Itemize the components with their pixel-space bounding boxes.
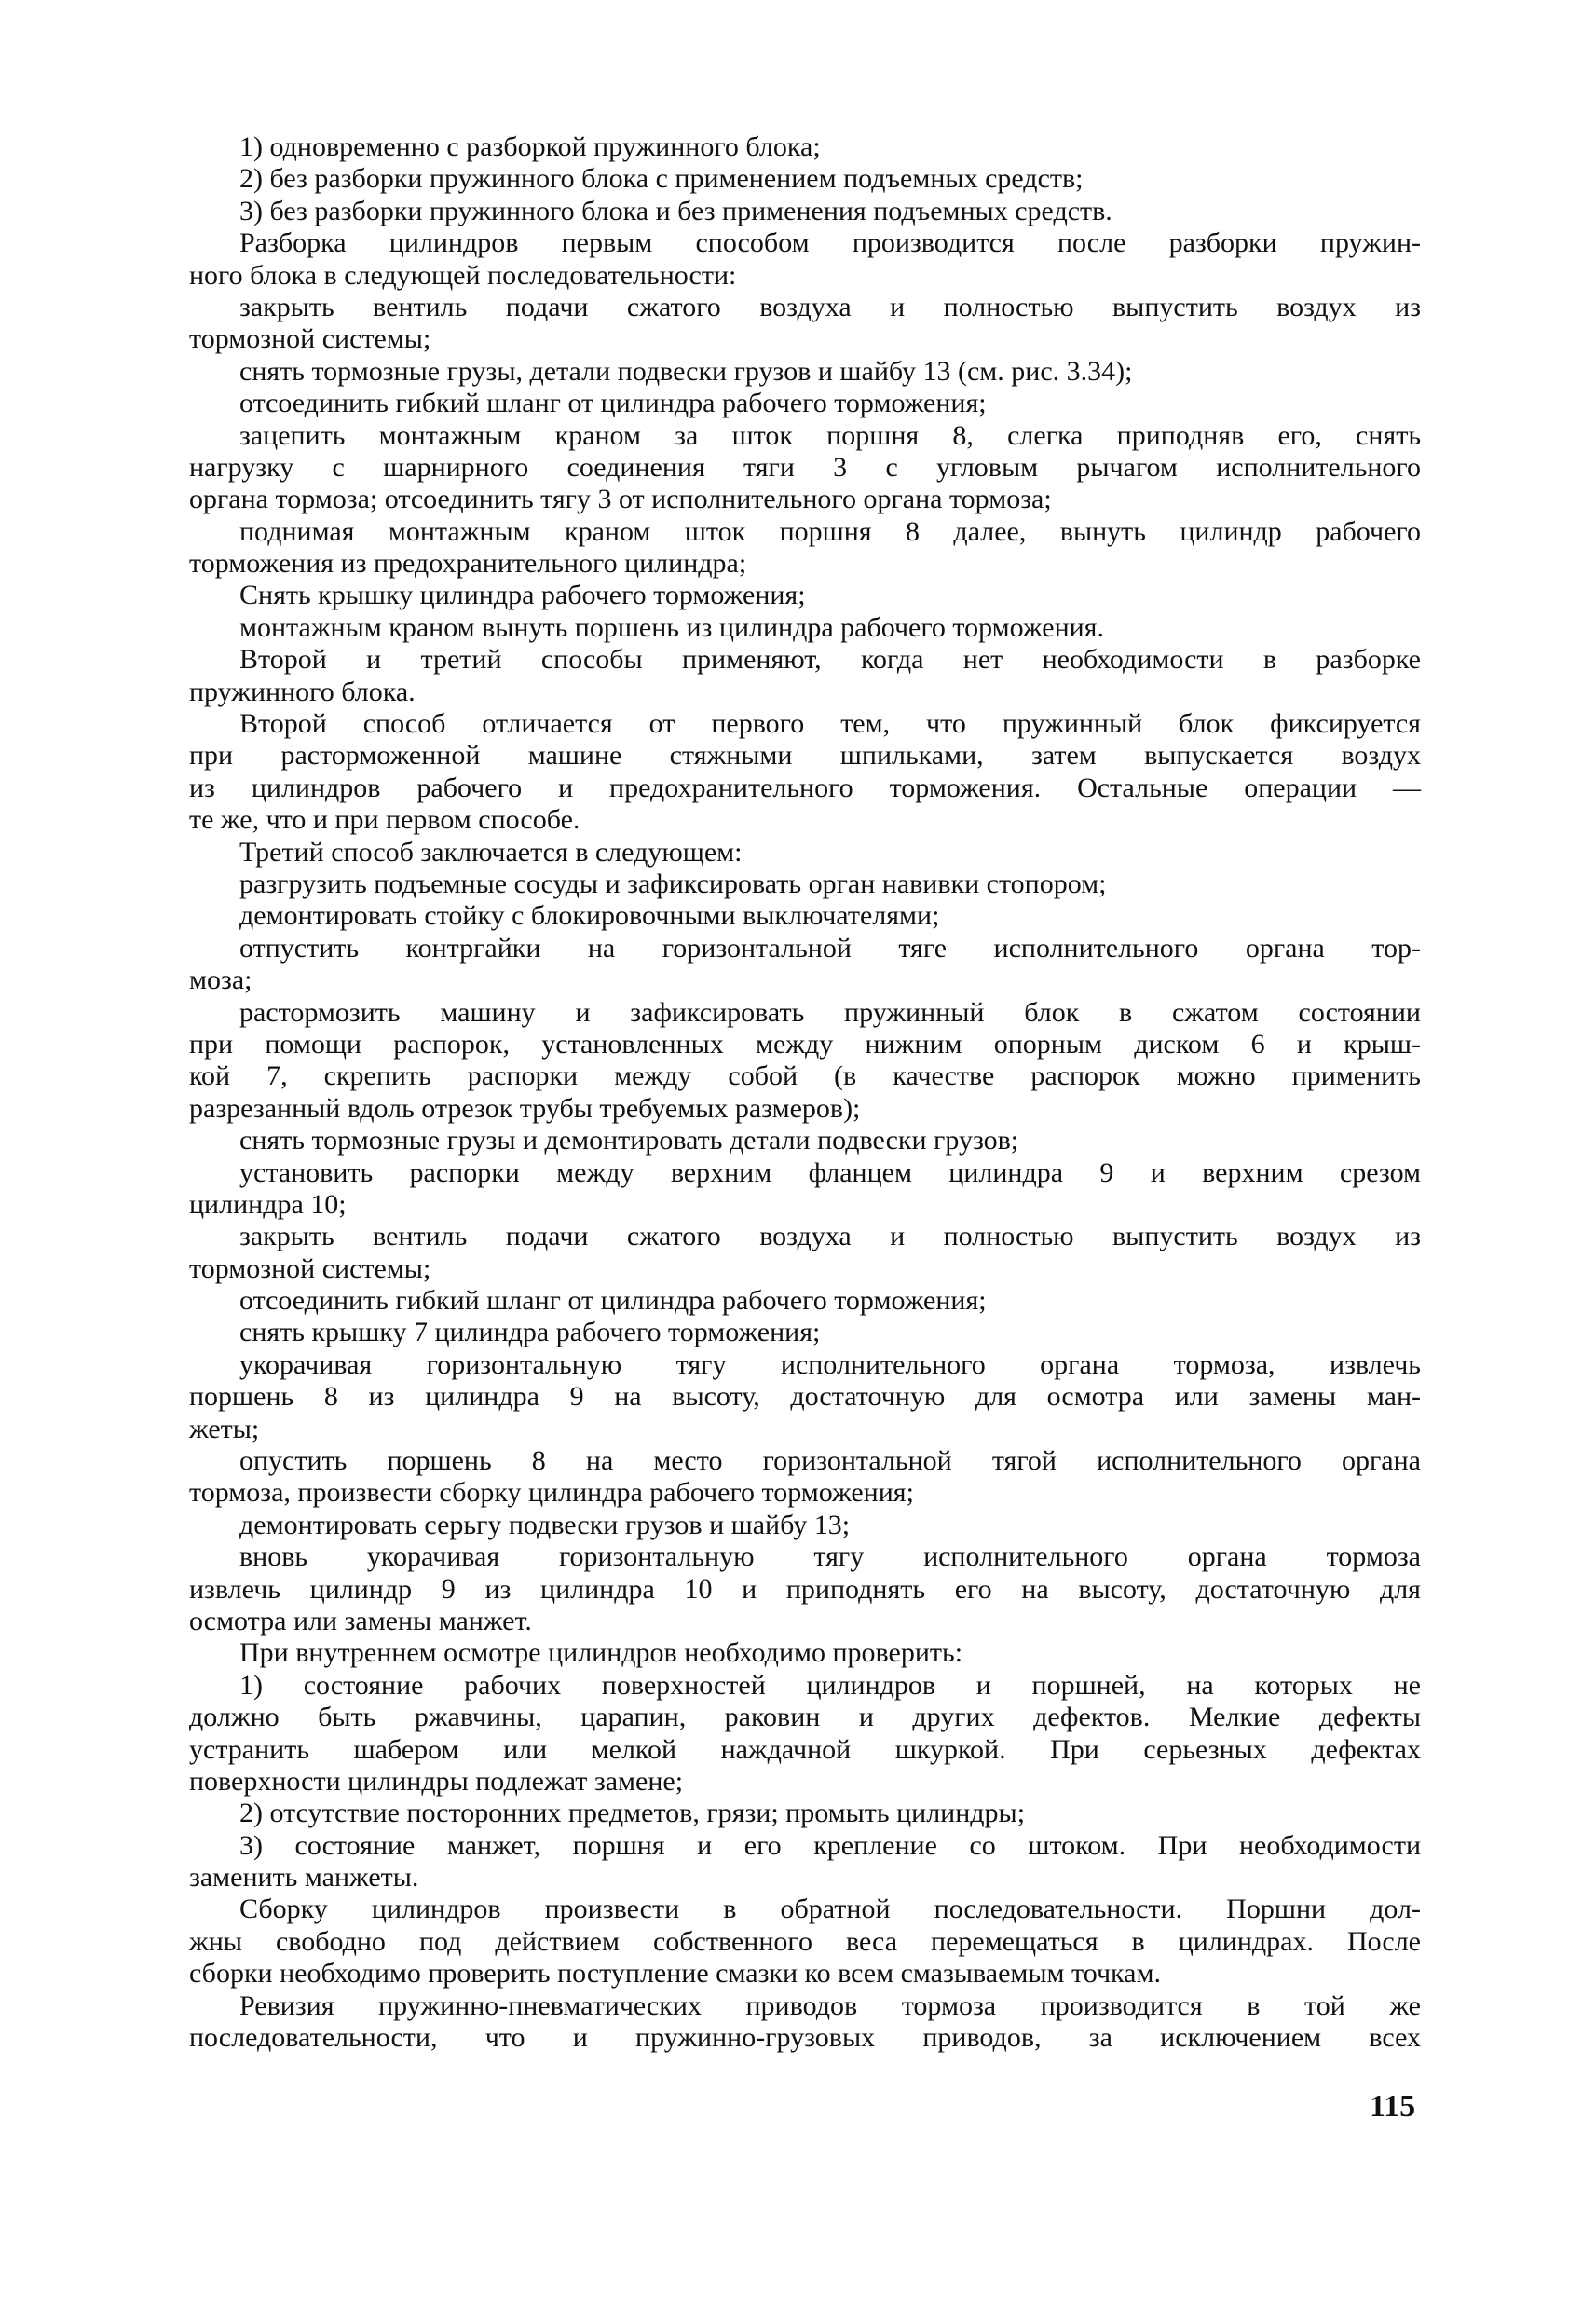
text-line: вновь укорачивая горизонтальную тягу исполнительного органа тормоза <box>239 1541 1421 1573</box>
text-line: опустить поршень 8 на место горизонтальной тягой исполнительного органа <box>239 1445 1421 1477</box>
paragraph <box>189 163 1421 195</box>
text-line: поршень 8 из цилиндра 9 на высоту, достаточную для осмотра или замены ман- <box>189 1381 1421 1413</box>
text-line: из цилиндров рабочего и предохранительного торможения. Остальные операции — <box>189 772 1421 803</box>
paragraph <box>189 292 1421 356</box>
text-line: сборки необходимо проверить поступление смазки ко всем смазываемым точкам. <box>189 1958 1161 1990</box>
paragraph <box>189 388 1421 419</box>
text-line: При внутреннем осмотре цилиндров необходимо проверить: <box>239 1637 963 1669</box>
paragraph <box>189 644 1421 708</box>
paragraph <box>189 933 1421 997</box>
text-line: закрыть вентиль подачи сжатого воздуха и полностью выпустить воздух из <box>239 291 1421 322</box>
text-line: разрезанный вдоль отрезок трубы требуемых размеров); <box>189 1092 861 1124</box>
text-line: тормозной системы; <box>189 323 431 355</box>
text-line: кой 7, скрепить распорки между собой (в качестве распорок можно применить <box>189 1060 1421 1092</box>
text-line: отсоединить гибкий шланг от цилиндра рабочего торможения; <box>239 388 987 419</box>
text-line: 1) состояние рабочих поверхностей цилиндров и поршней, на которых не <box>239 1669 1421 1701</box>
paragraph <box>189 131 1421 163</box>
text-line: Ревизия пружинно-пневматических приводов тормоза производится в той же <box>239 1990 1421 2021</box>
paragraph <box>189 1445 1421 1510</box>
text-line: укорачивая горизонтальную тягу исполнительного органа тормоза, извлечь <box>239 1348 1421 1380</box>
paragraph <box>189 227 1421 292</box>
text-line: монтажным краном вынуть поршень из цилиндра рабочего торможения. <box>239 611 1104 643</box>
text-line: отпустить контргайки на горизонтальной тяге исполнительного органа тор- <box>239 932 1421 964</box>
text-line: закрыть вентиль подачи сжатого воздуха и полностью выпустить воздух из <box>239 1221 1421 1252</box>
text-line: зацепить монтажным краном за шток поршня 8, слегка приподняв его, снять <box>239 419 1421 451</box>
paragraph <box>189 1221 1421 1285</box>
text-line: поверхности цилиндры подлежат замене; <box>189 1765 684 1797</box>
text-line: Сборку цилиндров произвести в обратной последовательности. Поршни дол- <box>239 1894 1421 1925</box>
text-line: Третий способ заключается в следующем: <box>239 836 743 868</box>
text-line: последовательности, что и пружинно-грузовых приводов, за исключением всех <box>189 2022 1421 2054</box>
paragraph <box>189 837 1421 868</box>
text-line: ного блока в следующей последовательности: <box>189 259 737 291</box>
paragraph <box>189 356 1421 388</box>
text-line: нагрузку с шарнирного соединения тяги 3 с угловым рычагом исполнительного <box>189 451 1421 483</box>
text-line: органа тормоза; отсоединить тягу 3 от исполнительного органа тормоза; <box>189 484 1052 515</box>
paragraph <box>189 1830 1421 1894</box>
paragraph <box>189 1541 1421 1637</box>
text-line: жеты; <box>189 1413 260 1444</box>
text-line: тормоза, произвести сборку цилиндра рабочего торможения; <box>189 1477 914 1509</box>
text-line: пружинного блока. <box>189 676 416 707</box>
paragraph <box>189 1637 1421 1669</box>
text-line: при расторможенной машине стяжными шпильками, затем выпускается воздух <box>189 740 1421 772</box>
text-line: Второй способ отличается от первого тем, что пружинный блок фиксируется <box>239 708 1421 740</box>
paragraph <box>189 708 1421 837</box>
paragraph <box>189 868 1421 900</box>
paragraph <box>189 1125 1421 1156</box>
text-line: моза; <box>189 964 252 996</box>
paragraph <box>189 1670 1421 1798</box>
text-line: торможения из предохранительного цилиндра; <box>189 548 747 580</box>
text-line: извлечь цилиндр 9 из цилиндра 10 и приподнять его на высоту, достаточную для <box>189 1573 1421 1605</box>
text-line: должно быть ржавчины, царапин, раковин и других дефектов. Мелкие дефекты <box>189 1702 1421 1733</box>
paragraph <box>189 580 1421 611</box>
text-line: отсоединить гибкий шланг от цилиндра рабочего торможения; <box>239 1285 987 1317</box>
text-line: Второй и третий способы применяют, когда нет необходимости в разборке <box>239 644 1421 676</box>
text-line: 2) отсутствие посторонних предметов, грязи; промыть цилиндры; <box>239 1798 1026 1829</box>
text-line: при помощи распорок, установленных между нижним опорным диском 6 и крыш- <box>189 1028 1421 1060</box>
paragraph <box>189 997 1421 1126</box>
paragraph <box>189 1317 1421 1348</box>
paragraph <box>189 196 1421 227</box>
text-line: снять тормозные грузы и демонтировать детали подвески грузов; <box>239 1125 1019 1156</box>
text-line: жны свободно под действием собственного веса перемещаться в цилиндрах. После <box>189 1925 1421 1957</box>
text-line: заменить манжеты. <box>189 1862 419 1894</box>
text-line: снять крышку 7 цилиндра рабочего торможения; <box>239 1317 821 1348</box>
paragraph <box>189 1157 1421 1222</box>
paragraph <box>189 420 1421 516</box>
text-line: снять тормозные грузы, детали подвески грузов и шайбу 13 (см. рис. 3.34); <box>239 355 1133 387</box>
text-line: 3) состояние манжет, поршня и его крепление со штоком. При необходимости <box>239 1829 1421 1861</box>
text-line: установить распорки между верхним фланцем цилиндра 9 и верхним срезом <box>239 1156 1421 1188</box>
paragraph <box>189 1349 1421 1445</box>
text-line: 2) без разборки пружинного блока с применением подъемных средств; <box>239 163 1084 195</box>
text-line: Снять крышку цилиндра рабочего торможения; <box>239 580 806 611</box>
text-line: цилиндра 10; <box>189 1188 347 1220</box>
text-line: демонтировать серьгу подвески грузов и шайбу 13; <box>239 1509 851 1540</box>
text-line: осмотра или замены манжет. <box>189 1605 532 1636</box>
paragraph <box>189 900 1421 932</box>
page-body-text <box>189 131 1421 2054</box>
paragraph <box>189 1894 1421 1990</box>
text-line: Разборка цилиндров первым способом производится после разборки пружин- <box>239 227 1421 259</box>
text-line: растормозить машину и зафиксировать пружинный блок в сжатом состоянии <box>239 996 1421 1028</box>
paragraph <box>189 1990 1421 2055</box>
paragraph <box>189 1285 1421 1317</box>
paragraph <box>189 1510 1421 1541</box>
page-number: 115 <box>1370 2089 1416 2124</box>
text-line: разгрузить подъемные сосуды и зафиксировать орган навивки стопором; <box>239 868 1107 899</box>
text-line: поднимая монтажным краном шток поршня 8 далее, вынуть цилиндр рабочего <box>239 515 1421 547</box>
text-line: те же, что и при первом способе. <box>189 804 580 836</box>
text-line: 1) одновременно с разборкой пружинного блока; <box>239 131 821 162</box>
text-line: устранить шабером или мелкой наждачной шкуркой. При серьезных дефектах <box>189 1733 1421 1765</box>
text-line: тормозной системы; <box>189 1252 431 1284</box>
paragraph <box>189 612 1421 644</box>
paragraph <box>189 1798 1421 1829</box>
text-line: демонтировать стойку с блокировочными выключателями; <box>239 900 940 932</box>
text-line: 3) без разборки пружинного блока и без применения подъемных средств. <box>239 195 1112 226</box>
paragraph <box>189 516 1421 581</box>
